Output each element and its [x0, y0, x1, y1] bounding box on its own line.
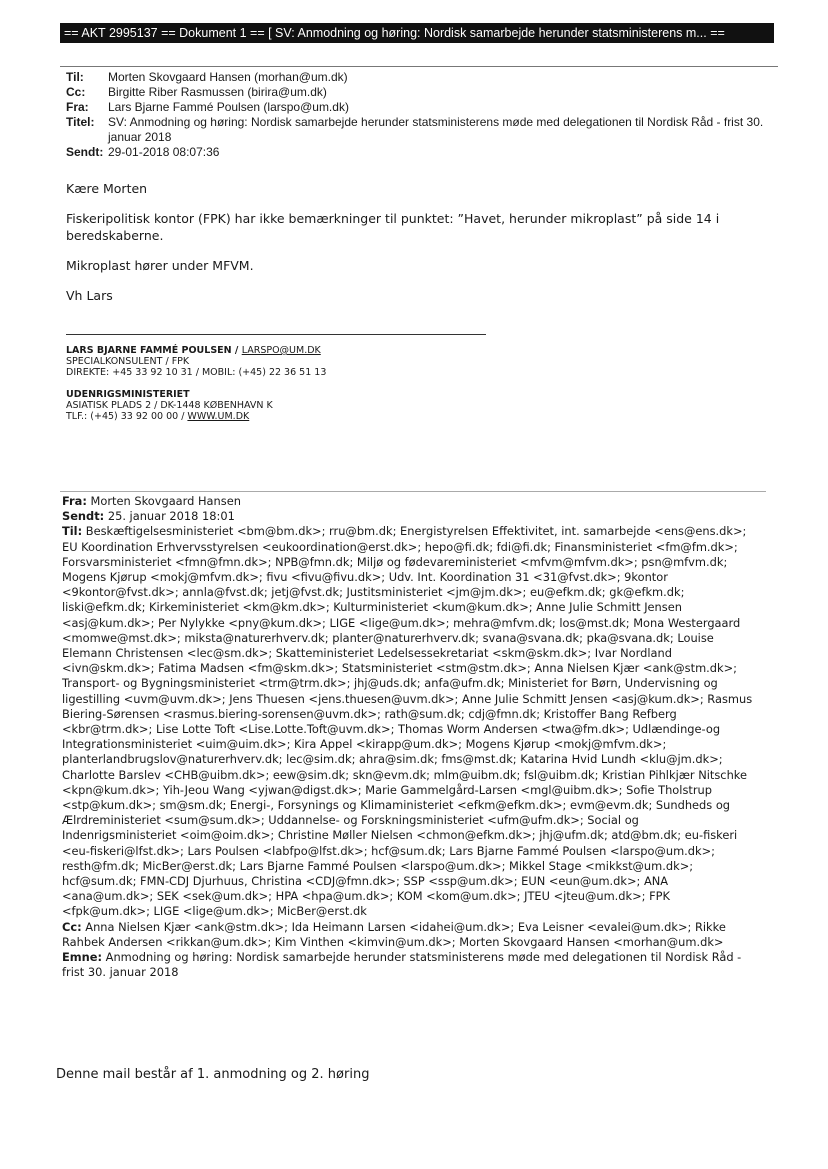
- greeting: Kære Morten: [66, 181, 148, 196]
- fwd-to-value: Beskæftigelsesministeriet <bm@bm.dk>; rru@bm.dk; Energistyrelsen Effektivitet, int. samarbejde <ens@ens.dk>; EU Koordination Erhvervsstyrelsen <eukoordination@erst.dk>; hepo@fi.dk; fdi@fi.dk; Finansministeriet <fm@fm.dk>; Forsvarsministeriet <fmn@fmn.dk>; NPB@fmn.dk; Miljø og fødevareministeriet <mfvm@mfvm.dk>; psn@mfvm.dk; Mogens Kjørup <mokj@mfvm.dk>; fivu <fivu@fivu.dk>; Udv. Int. Koordination 31 <31@fvst.dk>; 9kontor <9kontor@fvst.dk>; annla@fvst.dk; jetj@fvst.dk; Justitsministeriet <jm@jm.dk>; eu@efkm.dk; gk@efkm.dk; liski@efkm.dk; Kirkeministeriet <km@km.dk>; Kulturministeriet <kum@kum.dk>; Anne Julie Schmitt Jensen <asj@kum.dk>; Per Nylykke <pny@kum.dk>; LIGE <lige@um.dk>; mehra@mfvm.dk; los@mst.dk; Mona Westergaard <momwe@mst.dk>; miksta@naturerhverv.dk; planter@naturerhverv.dk; svana@svana.dk; pka@svana.dk; Louise Elemann Christensen <lec@sm.dk>; Skatteministeriet Ledelsessekretariat <skm@skm.dk>; Ivar Nordland <ivn@skm.dk>; Fatima Madsen <fm@skm.dk>; Statsministeriet <stm@stm.dk>; Anna Nielsen Kjær <ank@stm.dk>; Transport- og Bygningsministeriet <trm@trm.dk>; jhj@uds.dk; anfa@ufm.dk; Ministeriet for Børn, Undervisning og ligestilling <uvm@uvm.dk>; Jens Thuesen <jens.thuesen@uvm.dk>; Anne Julie Schmitt Jensen <asj@kum.dk>; Rasmus Biering-Sørensen <rasmus.biering-sorensen@uvm.dk>; rath@sum.dk; cdj@fmn.dk; Kristoffer Bang Refberg <kbr@trm.dk>; Lise Lotte Toft <Lise.Lotte.Toft@uvm.dk>; Thomas Worm Andersen <twa@fm.dk>; Udlændinge-og Integrationsministeriet <uim@uim.dk>; Kira Appel <kirapp@um.dk>; Mogens Kjørup <mokj@mfvm.dk>; planterlandbrugslov@naturerhverv.dk; lec@sim.dk; ahra@sim.dk; fms@mst.dk; Katarina Hvid Lundh <klu@jm.dk>; Charlotte Barslev <CHB@uibm.dk>; eew@sim.dk; skn@evm.dk; mlm@uibm.dk; fsl@uibm.dk; Kristian Pihlkjær Nitschke <kpn@kum.dk>; Yih-Jeou Wang <yjwan@digst.dk>; Marie Gammelgård-Larsen <mgl@uibm.dk>; Sofie Tholstrup <stp@kum.dk>; sm@sm.dk; Energi-, Forsynings og Klimaministeriet <efkm@efkm.dk>; evm@evm.dk; Sundheds og Ælrdreministeriet <sum@sum.dk>; Uddannelse- og Forskningsministeriet <ufm@ufm.dk>; Social og Indenrigsministeriet <oim@oim.dk>; Christine Møller Nielsen <chmon@efkm.dk>; jhj@ufm.dk; atd@bm.dk; eu-fiskeri <eu-fiskeri@lfst.dk>; Lars Poulsen <labfpo@lfst.dk>; hcf@sum.dk; Lars Bjarne Fammé Poulsen <larspo@um.dk>; resth@fm.dk; MicBer@erst.dk; Lars Bjarne Fammé Poulsen <larspo@um.dk>; Mikkel Stage <mikkst@um.dk>; hcf@sum.dk; FMN-CDJ Djurhuus, Christina <CDJ@fmn.dk>; SSP <ssp@um.dk>; EUN <eun@um.dk>; ANA <ana@um.dk>; SEK <sek@um.dk>; HPA <hpa@um.dk>; KOM <kom@um.dk>; JTEU <jteu@um.dk>; FPK <fpk@um.dk>; LIGE <lige@um.dk>; MicBer@erst.dk: [62, 524, 753, 919]
- from-value: Lars Bjarne Fammé Poulsen (larspo@um.dk): [108, 100, 349, 114]
- signature-name: LARS BJARNE FAMMÉ POULSEN: [66, 345, 232, 356]
- title-label: Titel:: [66, 115, 95, 129]
- fwd-cc-row: [62, 920, 754, 950]
- signature-tel-line: [66, 411, 516, 422]
- signature-org: UDENRIGSMINISTERIET: [66, 389, 190, 400]
- cc-value: Birgitte Riber Rasmussen (birira@um.dk): [108, 85, 327, 99]
- fwd-sent-value: 25. januar 2018 18:01: [104, 509, 235, 524]
- forwarded-message: [62, 494, 754, 981]
- signature-divider: [66, 334, 486, 335]
- signature-web-link[interactable]: WWW.UM.DK: [187, 411, 250, 422]
- to-label: Til:: [66, 70, 84, 84]
- fwd-cc-label: Cc:: [62, 919, 82, 934]
- fwd-subject-label: Emne:: [62, 950, 103, 965]
- sent-label: Sendt:: [66, 145, 104, 159]
- to-value: Morten Skovgaard Hansen (morhan@um.dk): [108, 70, 348, 84]
- signature-title: SPECIALKONSULENT / FPK: [66, 356, 190, 367]
- body-paragraph-1: Fiskeripolitisk kontor (FPK) har ikke bemærkninger til punktet: ”Havet, herunder mikroplast” på side 14 i beredskaberne.: [66, 211, 720, 243]
- fwd-from-label: Fra:: [62, 494, 87, 508]
- fwd-from-row: [62, 494, 754, 509]
- sign-off: Vh Lars: [66, 288, 113, 303]
- body-paragraph-2: Mikroplast hører under MFVM.: [66, 258, 254, 273]
- header-title-row: [66, 115, 766, 145]
- title-value: SV: Anmodning og høring: Nordisk samarbejde herunder statsministerens møde med delegationen til Nordisk Råd - frist 30. januar 2018: [108, 115, 764, 144]
- signature-separator: /: [231, 345, 242, 356]
- fwd-sent-row: [62, 509, 754, 524]
- signature-email-link[interactable]: LARSPO@UM.DK: [241, 345, 321, 356]
- header-cc-row: [66, 85, 766, 100]
- email-body: [66, 180, 756, 317]
- fwd-to-row: [62, 524, 754, 919]
- email-header: [66, 70, 766, 160]
- fwd-from-value: Morten Skovgaard Hansen: [86, 494, 241, 508]
- header-from-row: [66, 100, 766, 115]
- top-divider: [60, 66, 778, 67]
- sent-value: 29-01-2018 08:07:36: [108, 145, 220, 159]
- fwd-cc-value: Anna Nielsen Kjær <ank@stm.dk>; Ida Heimann Larsen <idahei@um.dk>; Eva Leisner <evalei@um.dk>; Rikke Rahbek Andersen <rikkan@um.dk>; Kim Vinthen <kimvin@um.dk>; Morten Skovgaard Hansen <morhan@um.dk>: [62, 919, 726, 949]
- from-label: Fra:: [66, 100, 89, 114]
- signature-tel: TLF.: (+45) 33 92 00 00 /: [66, 411, 188, 422]
- signature-name-line: [66, 345, 516, 356]
- header-sent-row: [66, 145, 766, 160]
- signature-address: ASIATISK PLADS 2 / DK-1448 KØBENHAVN K: [66, 400, 273, 411]
- document-banner: == AKT 2995137 == Dokument 1 == [ SV: Anmodning og høring: Nordisk samarbejde herunder statsministerens m... ==: [60, 23, 774, 43]
- fwd-to-label: Til:: [62, 524, 83, 539]
- signature-phone: DIREKTE: +45 33 92 10 31 / MOBIL: (+45) 22 36 51 13: [66, 367, 327, 378]
- fwd-subject-value: Anmodning og høring: Nordisk samarbejde herunder statsministerens møde med delegationen til Nordisk Råd - frist 30. januar 2018: [62, 950, 742, 980]
- closing-text: Denne mail består af 1. anmodning og 2. høring: [56, 1067, 370, 1082]
- header-to-row: [66, 70, 766, 85]
- signature-block: [66, 345, 516, 422]
- fwd-subject-row: [62, 950, 754, 980]
- fwd-sent-label: Sendt:: [62, 509, 105, 524]
- forward-divider: [60, 491, 766, 492]
- cc-label: Cc:: [66, 85, 86, 99]
